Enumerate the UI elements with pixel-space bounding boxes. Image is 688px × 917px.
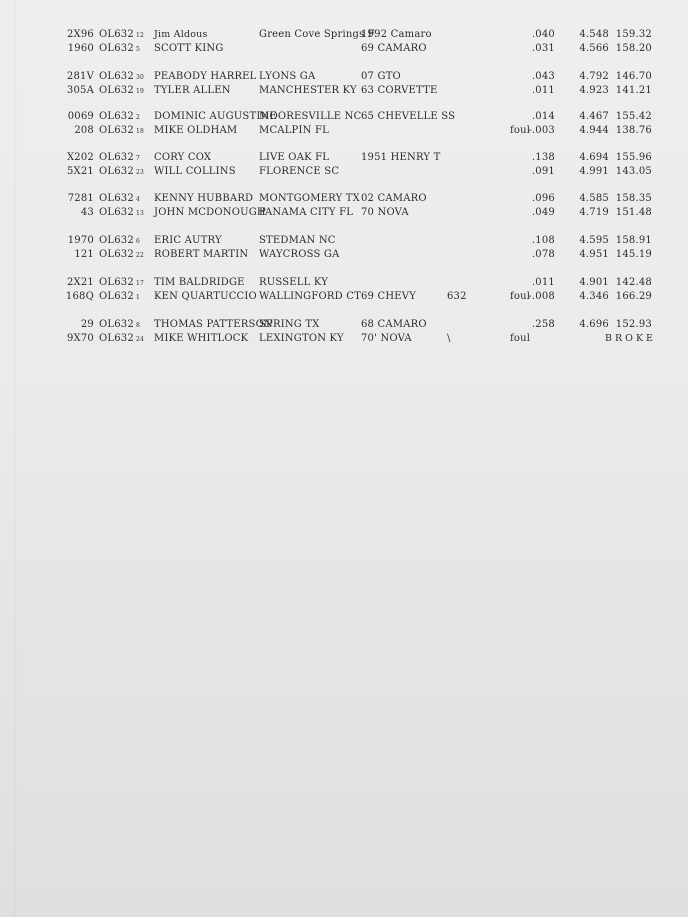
car-number: 5X21 [66,166,94,177]
driver-name: JOHN MCDONOUGH [154,207,266,218]
pair-6 [0,234,688,268]
hometown: MCALPIN FL [259,125,329,136]
speed-mph: 159.32 [615,29,652,40]
driver-name: THOMAS PATTERSON [154,319,273,330]
result-row [0,206,688,220]
speed-mph: 145.19 [615,249,652,260]
elapsed-time: 4.585 [579,193,609,204]
hometown: LYONS GA [259,71,316,82]
class-code [99,110,140,125]
reaction-time: -.003 [528,125,555,136]
driver-name: ERIC AUTRY [154,235,222,246]
car-number: 7281 [67,193,94,204]
result-row [0,276,688,290]
qualifying-position: 19 [135,88,144,95]
qualifying-position: 24 [135,336,144,343]
speed-mph: 141.21 [615,85,652,96]
result-row [0,84,688,98]
speed-mph: 146.70 [615,71,652,82]
car-number: 121 [74,249,94,260]
result-row [0,124,688,138]
foul-mark: foul [510,125,531,136]
class-code [99,151,140,166]
class-code [99,290,140,305]
qualifying-position: 18 [135,128,144,135]
reaction-time: .049 [531,207,555,218]
speed-mph: 158.20 [615,43,652,54]
driver-name: Jim Aldous [154,29,208,40]
qualifying-position: 5 [135,46,140,53]
qualifying-position: 7 [135,155,140,162]
elapsed-time: 4.901 [579,277,609,288]
class-code [99,206,144,221]
class-code [99,28,144,43]
car-number: 2X96 [66,29,94,40]
qualifying-position: 8 [135,322,140,329]
result-row [0,165,688,179]
elapsed-time: 4.719 [579,207,609,218]
dial-in-number: \ [447,333,451,344]
class-code-text: OL632 [99,333,134,344]
vehicle: 70' NOVA [361,333,412,344]
hometown: FLORENCE SC [259,166,340,177]
elapsed-time: 4.944 [579,125,609,136]
class-code [99,248,144,263]
class-code-text: OL632 [99,29,134,40]
vehicle: 02 CAMARO [361,193,427,204]
class-code [99,192,140,207]
hometown: WAYCROSS GA [259,249,340,260]
reaction-time: .011 [531,85,555,96]
vehicle: 69 CAMARO [361,43,427,54]
reaction-time: .138 [531,152,555,163]
foul-mark: foul [510,291,531,302]
vehicle: 07 GTO [361,71,401,82]
vehicle: 69 CHEVY [361,291,416,302]
show-through-shading [0,380,688,917]
class-code [99,84,144,99]
class-code-text: OL632 [99,319,134,330]
speed-mph: 143.05 [615,166,652,177]
class-code-text: OL632 [99,277,134,288]
reaction-time: -.008 [528,291,555,302]
hometown: STEDMAN NC [259,235,336,246]
speed-mph: 158.91 [615,235,652,246]
vehicle: 65 CHEVELLE SS [361,111,456,122]
qualifying-position: 1 [135,294,140,301]
qualifying-position: 22 [135,252,144,259]
reaction-time: .096 [531,193,555,204]
reaction-time: .040 [531,29,555,40]
hometown: Green Cove Springs F [259,29,375,40]
vehicle: 70 NOVA [361,207,409,218]
result-row [0,192,688,206]
qualifying-position: 17 [135,280,144,287]
result-row [0,332,688,346]
speed-mph: 155.42 [615,111,652,122]
vehicle: 68 CAMARO [361,319,427,330]
elapsed-time: 4.346 [579,291,609,302]
driver-name: MIKE OLDHAM [154,125,238,136]
reaction-time: .258 [531,319,555,330]
pair-2 [0,70,688,104]
speed-mph: 158.35 [615,193,652,204]
driver-name: TYLER ALLEN [154,85,231,96]
speed-mph: 142.48 [615,277,652,288]
car-number: 1960 [67,43,94,54]
pair-8 [0,318,688,352]
hometown: SPRING TX [259,319,320,330]
class-code-text: OL632 [99,71,134,82]
driver-name: PEABODY HARREL [154,71,257,82]
class-code [99,318,140,333]
class-code-text: OL632 [99,235,134,246]
class-code-text: OL632 [99,249,134,260]
class-code [99,124,144,139]
vehicle: 63 CORVETTE [361,85,438,96]
result-row [0,42,688,56]
driver-name: KEN QUARTUCCIO [154,291,257,302]
result-row [0,110,688,124]
driver-name: TIM BALDRIDGE [154,277,245,288]
driver-name: MIKE WHITLOCK [154,333,249,344]
reaction-time: .043 [531,71,555,82]
hometown: LEXINGTON KY [259,333,344,344]
class-code-text: OL632 [99,125,134,136]
qualifying-position: 23 [135,169,144,176]
result-row [0,151,688,165]
result-row [0,290,688,304]
car-number: 1970 [67,235,94,246]
driver-name: ROBERT MARTIN [154,249,249,260]
reaction-time: .108 [531,235,555,246]
reaction-time: .078 [531,249,555,260]
qualifying-position: 12 [135,32,144,39]
class-code-text: OL632 [99,207,134,218]
elapsed-time: 4.467 [579,111,609,122]
hometown: MANCHESTER KY [259,85,357,96]
car-number: 43 [80,207,94,218]
elapsed-time: 4.548 [579,29,609,40]
class-code [99,332,144,347]
result-row [0,28,688,42]
hometown: PANAMA CITY FL [259,207,354,218]
driver-name: WILL COLLINS [154,166,236,177]
speed-mph: 152.93 [615,319,652,330]
qualifying-position: 2 [135,114,140,121]
qualifying-position: 13 [135,210,144,217]
result-row [0,318,688,332]
class-code [99,165,144,180]
reaction-time: .014 [531,111,555,122]
class-code-text: OL632 [99,291,134,302]
driver-name: CORY COX [154,152,212,163]
car-number: 168Q [65,291,94,302]
car-number: 29 [80,319,94,330]
result-row [0,70,688,84]
pair-4 [0,151,688,185]
pair-3 [0,110,688,144]
hometown: MOORESVILLE NC [259,111,362,122]
class-code-text: OL632 [99,85,134,96]
reaction-time: .091 [531,166,555,177]
driver-name: DOMINIC AUGUSTINE [154,111,277,122]
class-code [99,276,144,291]
result-row [0,248,688,262]
elapsed-time: 4.694 [579,152,609,163]
hometown: LIVE OAK FL [259,152,330,163]
status-broke: BROKE [605,333,656,344]
foul-mark: foul [510,333,531,344]
elapsed-time: 4.923 [579,85,609,96]
car-number: 0069 [67,111,94,122]
vehicle: 1951 HENRY T [361,152,441,163]
elapsed-time: 4.951 [579,249,609,260]
car-number: 281V [66,71,94,82]
car-number: 2X21 [66,277,94,288]
hometown: RUSSELL KY [259,277,329,288]
elapsed-time: 4.792 [579,71,609,82]
car-number: 9X70 [66,333,94,344]
driver-name: SCOTT KING [154,43,224,54]
elapsed-time: 4.566 [579,43,609,54]
reaction-time: .031 [531,43,555,54]
reaction-time: .011 [531,277,555,288]
pair-5 [0,192,688,226]
car-number: X202 [66,152,94,163]
speed-mph: 166.29 [615,291,652,302]
car-number: 305A [66,85,94,96]
hometown: MONTGOMERY TX [259,193,360,204]
hometown: WALLINGFORD CT [259,291,361,302]
qualifying-position: 6 [135,238,140,245]
dial-in-number: 632 [447,291,467,302]
elapsed-time: 4.696 [579,319,609,330]
class-code-text: OL632 [99,152,134,163]
result-row [0,234,688,248]
class-code [99,234,140,249]
driver-name: KENNY HUBBARD [154,193,254,204]
class-code [99,42,140,57]
class-code-text: OL632 [99,166,134,177]
speed-mph: 138.76 [615,125,652,136]
elapsed-time: 4.595 [579,235,609,246]
car-number: 208 [74,125,94,136]
speed-mph: 151.48 [615,207,652,218]
class-code-text: OL632 [99,43,134,54]
class-code-text: OL632 [99,111,134,122]
class-code-text: OL632 [99,193,134,204]
speed-mph: 155.96 [615,152,652,163]
elapsed-time: 4.991 [579,166,609,177]
class-code [99,70,144,85]
pair-1 [0,28,688,62]
pair-7 [0,276,688,310]
qualifying-position: 30 [135,74,144,81]
qualifying-position: 4 [135,196,140,203]
vehicle: 1992 Camaro [361,29,432,40]
